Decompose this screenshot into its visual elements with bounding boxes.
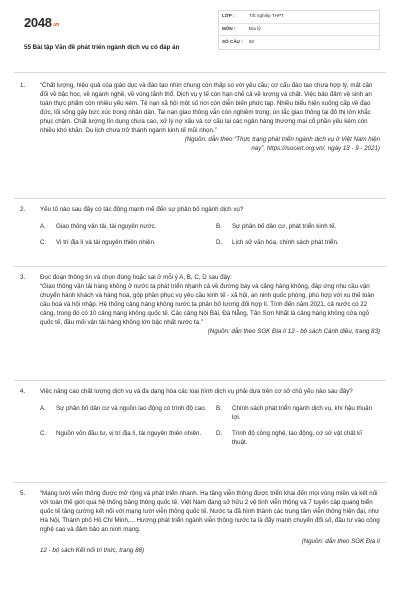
question-3 <box>20 274 380 337</box>
question-1 <box>20 82 380 154</box>
page-title: 55 Bài tập Văn đề phát triển ngành dịch vụ có đáp án <box>24 44 180 51</box>
info-row-class <box>219 11 379 24</box>
option-text: Lịch sử văn hóa, chính sách phát triển. <box>232 238 339 246</box>
question-2 <box>20 206 380 248</box>
question-text: Yếu tố nào sau đây có tác động mạnh mẽ đến sự phân bố ngành dịch vụ? <box>40 206 244 213</box>
info-row-count <box>219 36 379 49</box>
option-letter: A. <box>40 404 46 412</box>
question-number: 4. <box>20 388 26 395</box>
divider <box>14 380 386 381</box>
option-c[interactable] <box>40 239 216 248</box>
option-letter: D. <box>216 238 223 246</box>
info-label: MÔN : <box>222 25 236 31</box>
option-text: Sự phân bố dân cư, phát triển kinh tế. <box>232 222 337 230</box>
question-number: 2. <box>20 206 26 213</box>
question-source: (Nguồn: dẫn theo SGK Địa lí <box>301 537 380 545</box>
option-text: Chính sách phát triển ngành dịch vụ, khí hậu thuận lợi. <box>232 404 373 421</box>
option-b[interactable] <box>216 405 380 423</box>
option-text: Sự phân bố dân cư và nguồn lao động có trình độ cao. <box>56 404 207 412</box>
option-text: Nguồn vốn đầu tư, vị trí địa lí, tài nguyên thiên nhiên. <box>56 429 202 437</box>
option-a[interactable] <box>40 405 216 423</box>
option-text: Trình độ công nghệ, lao động, cơ sở vật chất kĩ thuật. <box>232 429 362 446</box>
info-value: 60 <box>249 38 255 44</box>
option-a[interactable] <box>40 223 216 232</box>
option-text: Vị trí địa lí và tài nguyên thiên nhiên. <box>56 238 156 246</box>
divider <box>14 482 386 483</box>
question-number: 3. <box>20 274 26 281</box>
site-logo[interactable] <box>24 14 59 33</box>
question-number: 5. <box>20 490 26 497</box>
divider <box>14 198 386 199</box>
option-b[interactable] <box>216 223 380 232</box>
question-4 <box>20 388 380 448</box>
info-row-subject <box>219 24 379 37</box>
option-letter: D. <box>216 429 223 437</box>
info-table <box>218 10 380 50</box>
question-text: Đọc đoạn thông tin và chọn đúng hoặc sai ở mỗi ý A, B, C, D sau đây: “Giao thông vận tải hàng không ở nước ta phát triển nhanh cả về đường bay và cảng hàng không, đáp ứng nhu cầu vận chuyển hành khách và hàng hoá, góp phần phục vụ yêu cầu kinh tế - xã hội, an ninh quốc phòng, phù hợp với xu thế toàn cầu hoá và hội nhập. Hệ thống cảng hàng không nước ta phân bố tương đối hợp lí. Tính đến năm 2021, cả nước có 22 cảng, trong đó có 10 cảng hàng không quốc tế. Các cảng Nội Bài, Đà Nẵng, Tân Sơn Nhất là cảng hàng không cửa ngõ quốc tế, đầu mối vận tải hàng không lớn bậc nhất nước ta.” <box>40 274 375 326</box>
question-source-continued: 12 - bộ sách Kết nối tri thức, trang 88) <box>40 546 145 554</box>
question-text: Việc nâng cao chất lượng dịch vụ và đa dạng hóa các loại hình dịch vụ phải dựa trên cơ sở chủ yếu nào sau đây? <box>40 388 353 395</box>
divider <box>14 72 386 73</box>
option-d[interactable] <box>216 430 380 448</box>
question-number: 1. <box>20 82 26 89</box>
option-letter: B. <box>216 222 222 230</box>
info-label: SỐ CÂU : <box>222 38 243 44</box>
divider <box>14 266 386 267</box>
question-text: “Mạng lưới viễn thông được mở rộng và phát triển nhanh. Hạ tầng viễn thông được triển khai đến mọi vùng miền và kết nối với toàn thế giới qua hệ thống băng thông quốc tế. Việt Nam đang sở hữu 2 vệ tinh viễn thông và 7 tuyến cáp quang biển quốc tế tăng cường kết nối với mạng lưới viễn thông quốc tế. Nước ta đã hình thành các trung tâm viễn thông hiện đại, như Hà Nội, Thành phố Hồ Chí Minh,... Hướng phát triển ngành viễn thông nước ta là đẩy mạnh chuyển đổi số, đầu tư vào công nghệ cao và đảm bảo an ninh mạng. <box>40 490 380 533</box>
info-value: Tốt nghiệp THPT <box>249 13 284 19</box>
question-source: (Nguồn: dẫn theo SGK Địa lí 12 - bộ sách Cánh diều, trang 83) <box>207 327 380 335</box>
option-letter: B. <box>216 404 222 412</box>
option-d[interactable] <box>216 239 380 248</box>
question-source: (Nguồn: dẫn theo “Thực trạng phát triển ngành dịch vụ ở Việt Nam hiện nay”, https://isocert.org.vn/, ngày 13 - 9 - 2021) <box>184 135 380 152</box>
option-letter: C. <box>40 238 47 246</box>
option-text: Giao thông vận tải, tài nguyên nước. <box>56 222 157 230</box>
logo-text: 2048 <box>24 15 52 30</box>
question-text: “Chất lượng, hiệu quả của giáo dục và đào tạo nhìn chung còn thấp so với yêu cầu; cơ cấu đào tạo chưa hợp lý, mất cân đối về bậc học, về ngành nghề, về vùng lãnh thổ. Dịch vụ y tế còn hạn chế cả về lượng và chất. Việc bảo đảm vệ sinh an toàn thực phẩm còn nhiều yếu kém. Tệ nạn xã hội một số nơi còn diễn biến phức tạp. Nhiều biểu hiện xuống cấp về đạo đức, lối sống gây bức xúc trong nhân dân. Tai nạn giao thông vẫn còn nghiêm trọng; ùn tắc giao thông tại đô thị lớn khắc phục chậm. Chất lượng tín dụng chưa cao, xử lý nợ xấu và cơ cấu lại các ngân hàng thương mại cổ phần yếu kém còn nhiều khó khăn. Du lịch chưa trở thành ngành kinh tế mũi nhọn.” <box>40 82 373 134</box>
info-label: LỚP : <box>222 13 235 19</box>
logo-domain: .vn <box>52 22 60 28</box>
answer-options <box>40 405 380 448</box>
option-letter: A. <box>40 222 46 230</box>
option-letter: C. <box>40 429 47 437</box>
answer-options <box>40 223 380 248</box>
option-c[interactable] <box>40 430 216 448</box>
question-5 <box>20 490 380 556</box>
info-value: Địa lý <box>249 25 261 31</box>
